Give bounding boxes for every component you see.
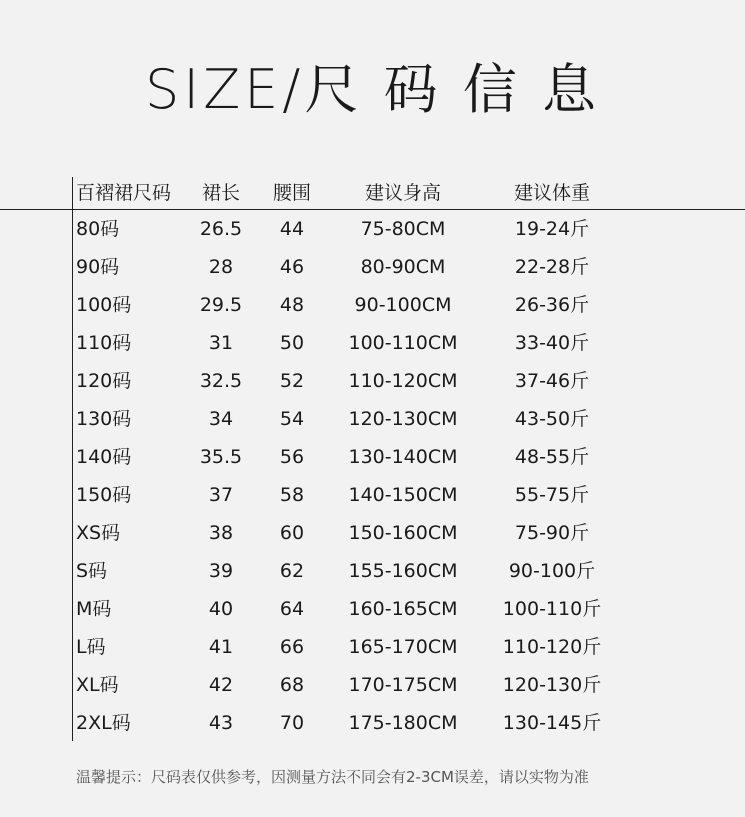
cell-waist: 64 [279,598,305,620]
cell-waist: 70 [279,712,305,734]
cell-height: 175-180CM [348,712,458,734]
page-title: SIZE/尺 码 信 息 [144,58,600,121]
table-row [0,704,745,742]
cell-skirt-length: 37 [208,484,234,506]
table-row [0,590,745,628]
cell-height: 80-90CM [360,256,446,278]
cell-height: 155-160CM [348,560,458,582]
table-header-row [0,174,745,212]
cell-waist: 44 [279,218,305,240]
cell-weight: 26-36斤 [514,294,590,316]
cell-height: 130-140CM [348,446,458,468]
table-row [0,438,745,476]
cell-weight: 55-75斤 [514,484,590,506]
cell-waist: 62 [279,560,305,582]
cell-height: 110-120CM [348,370,458,392]
table-row [0,476,745,514]
cell-waist: 68 [279,674,305,696]
cell-weight: 90-100斤 [508,560,596,582]
cell-waist: 46 [279,256,305,278]
cell-size: 110码 [76,332,132,354]
cell-height: 120-130CM [348,408,458,430]
cell-waist: 58 [279,484,305,506]
cell-height: 100-110CM [348,332,458,354]
cell-skirt-length: 28 [208,256,234,278]
cell-weight: 100-110斤 [502,598,602,620]
cell-weight: 22-28斤 [514,256,590,278]
cell-weight: 48-55斤 [514,446,590,468]
cell-size: 90码 [76,256,120,278]
cell-skirt-length: 41 [208,636,234,658]
cell-size: 2XL码 [76,712,131,734]
cell-skirt-length: 42 [208,674,234,696]
header-weight: 建议体重 [513,182,591,204]
table-row [0,514,745,552]
header-size: 百褶裙尺码 [76,182,172,204]
cell-size: S码 [76,560,108,582]
cell-size: 130码 [76,408,132,430]
cell-waist: 56 [279,446,305,468]
cell-height: 140-150CM [348,484,458,506]
cell-weight: 120-130斤 [502,674,602,696]
table-row [0,552,745,590]
cell-size: L码 [76,636,106,658]
cell-skirt-length: 31 [208,332,234,354]
cell-waist: 60 [279,522,305,544]
cell-waist: 50 [279,332,305,354]
cell-size: M码 [76,598,112,620]
header-skirt-length: 裙长 [201,182,241,204]
cell-height: 160-165CM [348,598,458,620]
table-row [0,362,745,400]
header-height: 建议身高 [364,182,442,204]
cell-skirt-length: 34 [208,408,234,430]
cell-height: 75-80CM [360,218,446,240]
cell-weight: 110-120斤 [502,636,602,658]
cell-size: 100码 [76,294,132,316]
table-row [0,248,745,286]
cell-size: 120码 [76,370,132,392]
cell-waist: 66 [279,636,305,658]
cell-height: 170-175CM [348,674,458,696]
cell-skirt-length: 38 [208,522,234,544]
cell-weight: 33-40斤 [514,332,590,354]
cell-weight: 37-46斤 [514,370,590,392]
cell-skirt-length: 35.5 [199,446,243,468]
cell-size: 140码 [76,446,132,468]
cell-size: XS码 [76,522,121,544]
cell-height: 90-100CM [354,294,452,316]
table-row [0,628,745,666]
cell-size: 80码 [76,218,120,240]
cell-skirt-length: 26.5 [199,218,243,240]
cell-weight: 43-50斤 [514,408,590,430]
table-row [0,210,745,248]
header-waist: 腰围 [272,182,312,204]
cell-skirt-length: 43 [208,712,234,734]
table-row [0,286,745,324]
cell-skirt-length: 40 [208,598,234,620]
cell-size: 150码 [76,484,132,506]
size-note: 温馨提示：尺码表仅供参考，因测量方法不同会有2-3CM误差，请以实物为准 [76,768,589,786]
cell-skirt-length: 39 [208,560,234,582]
cell-weight: 130-145斤 [502,712,602,734]
cell-skirt-length: 29.5 [199,294,243,316]
cell-size: XL码 [76,674,119,696]
cell-height: 150-160CM [348,522,458,544]
cell-waist: 48 [279,294,305,316]
cell-height: 165-170CM [348,636,458,658]
cell-waist: 52 [279,370,305,392]
table-row [0,400,745,438]
table-row [0,324,745,362]
cell-weight: 75-90斤 [514,522,590,544]
cell-weight: 19-24斤 [514,218,590,240]
table-row [0,666,745,704]
cell-skirt-length: 32.5 [199,370,243,392]
cell-waist: 54 [279,408,305,430]
